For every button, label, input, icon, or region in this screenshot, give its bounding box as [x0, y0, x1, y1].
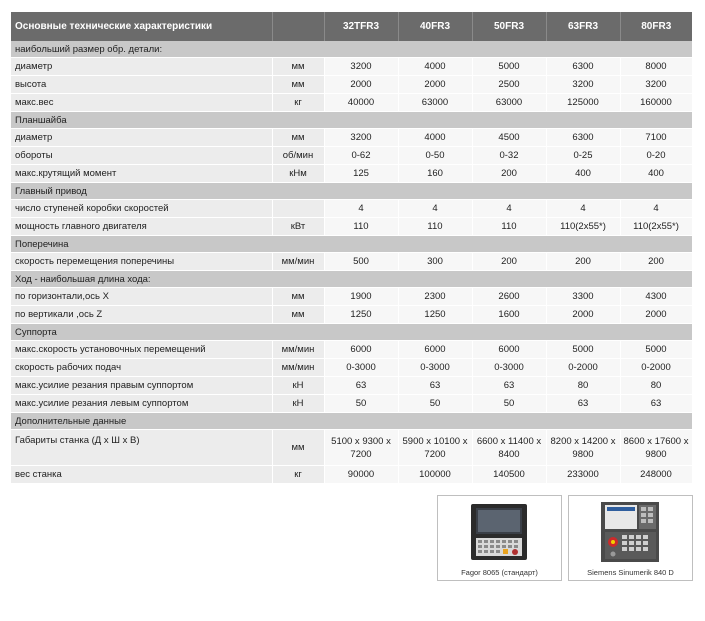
- value-cell: 0-25: [546, 147, 620, 165]
- section-title: Планшайба: [11, 112, 692, 129]
- section-title: наибольший размер обр. детали:: [11, 41, 692, 58]
- value-cell: 50: [398, 395, 472, 413]
- row-unit: кг: [272, 466, 324, 484]
- value-cell: 0-2000: [546, 359, 620, 377]
- table-row: [11, 430, 692, 466]
- table-row: [11, 200, 692, 218]
- value-cell: 160000: [620, 94, 692, 112]
- value-cell: 200: [472, 165, 546, 183]
- value-cell: 3200: [546, 76, 620, 94]
- value-cell: 63: [546, 395, 620, 413]
- value-cell: 110: [398, 218, 472, 236]
- row-label: Габариты станка (Д x Ш x В): [11, 430, 272, 466]
- row-unit: кг: [272, 94, 324, 112]
- value-cell: 5000: [620, 341, 692, 359]
- row-unit: [272, 200, 324, 218]
- table-row: [11, 395, 692, 413]
- value-cell: 0-3000: [472, 359, 546, 377]
- value-cell: 0-32: [472, 147, 546, 165]
- control-options: [437, 495, 694, 581]
- value-cell: 6300: [546, 129, 620, 147]
- value-cell: 140500: [472, 466, 546, 484]
- section-header: [11, 236, 692, 253]
- value-cell: 5900 x 10100 x 7200: [398, 430, 472, 466]
- section-header: [11, 112, 692, 129]
- row-label: макс.усилие резания правым суппортом: [11, 377, 272, 395]
- value-cell: 4: [398, 200, 472, 218]
- value-cell: 1250: [324, 306, 398, 324]
- value-cell: 4500: [472, 129, 546, 147]
- table-row: [11, 129, 692, 147]
- row-label: макс.вес: [11, 94, 272, 112]
- row-unit: мм: [272, 76, 324, 94]
- table-row: [11, 466, 692, 484]
- value-cell: 200: [620, 253, 692, 271]
- row-unit: мм: [272, 288, 324, 306]
- fagor-control-photo: [437, 495, 562, 581]
- value-cell: 4300: [620, 288, 692, 306]
- row-label: обороты: [11, 147, 272, 165]
- value-cell: 110(2х55*): [546, 218, 620, 236]
- value-cell: 4000: [398, 129, 472, 147]
- value-cell: 160: [398, 165, 472, 183]
- row-unit: мм/мин: [272, 253, 324, 271]
- cnc-panel-icon: [569, 496, 692, 566]
- value-cell: 2600: [472, 288, 546, 306]
- value-cell: 5100 x 9300 x 7200: [324, 430, 398, 466]
- row-label: скорость перемещения поперечины: [11, 253, 272, 271]
- row-unit: об/мин: [272, 147, 324, 165]
- model-header: 80FR3: [620, 12, 692, 41]
- value-cell: 2000: [398, 76, 472, 94]
- row-label: число ступеней коробки скоростей: [11, 200, 272, 218]
- value-cell: 3200: [324, 58, 398, 76]
- section-header: [11, 183, 692, 200]
- value-cell: 400: [546, 165, 620, 183]
- section-header: [11, 413, 692, 430]
- value-cell: 0-2000: [620, 359, 692, 377]
- value-cell: 0-3000: [398, 359, 472, 377]
- value-cell: 110(2х55*): [620, 218, 692, 236]
- value-cell: 90000: [324, 466, 398, 484]
- row-unit: кН: [272, 377, 324, 395]
- specs-table: [11, 12, 693, 484]
- value-cell: 6000: [472, 341, 546, 359]
- table-row: [11, 288, 692, 306]
- row-label: скорость рабочих подач: [11, 359, 272, 377]
- value-cell: 125000: [546, 94, 620, 112]
- value-cell: 7100: [620, 129, 692, 147]
- row-label: вес станка: [11, 466, 272, 484]
- photo-caption: Fagor 8065 (стандарт): [461, 568, 538, 577]
- model-header: 32TFR3: [324, 12, 398, 41]
- table-row: [11, 147, 692, 165]
- value-cell: 300: [398, 253, 472, 271]
- row-unit: мм/мин: [272, 341, 324, 359]
- value-cell: 3200: [324, 129, 398, 147]
- table-header: [11, 12, 692, 41]
- value-cell: 2300: [398, 288, 472, 306]
- row-label: макс.усилие резания левым суппортом: [11, 395, 272, 413]
- row-unit: кН: [272, 395, 324, 413]
- photo-caption: Siemens Sinumerik 840 D: [587, 568, 674, 577]
- section-title: Поперечина: [11, 236, 692, 253]
- cnc-panel-icon: [438, 496, 561, 566]
- value-cell: 4000: [398, 58, 472, 76]
- value-cell: 50: [324, 395, 398, 413]
- row-label: диаметр: [11, 58, 272, 76]
- model-header: 63FR3: [546, 12, 620, 41]
- table-row: [11, 253, 692, 271]
- row-label: макс.скорость установочных перемещений: [11, 341, 272, 359]
- value-cell: 6600 x 11400 x 8400: [472, 430, 546, 466]
- table-row: [11, 76, 692, 94]
- row-label: макс.крутящий момент: [11, 165, 272, 183]
- value-cell: 5000: [546, 341, 620, 359]
- row-label: высота: [11, 76, 272, 94]
- value-cell: 80: [620, 377, 692, 395]
- row-unit: мм: [272, 129, 324, 147]
- section-title: Главный привод: [11, 183, 692, 200]
- value-cell: 0-20: [620, 147, 692, 165]
- value-cell: 0-3000: [324, 359, 398, 377]
- row-unit: мм: [272, 58, 324, 76]
- section-title: Дополнительные данные: [11, 413, 692, 430]
- section-title: Суппорта: [11, 324, 692, 341]
- value-cell: 1250: [398, 306, 472, 324]
- value-cell: 2000: [324, 76, 398, 94]
- table-row: [11, 306, 692, 324]
- value-cell: 63: [620, 395, 692, 413]
- section-header: [11, 271, 692, 288]
- value-cell: 4: [324, 200, 398, 218]
- value-cell: 400: [620, 165, 692, 183]
- unit-header: [272, 12, 324, 41]
- table-row: [11, 377, 692, 395]
- table-row: [11, 58, 692, 76]
- row-unit: кВт: [272, 218, 324, 236]
- value-cell: 125: [324, 165, 398, 183]
- row-unit: мм: [272, 430, 324, 466]
- table-row: [11, 94, 692, 112]
- row-unit: кНм: [272, 165, 324, 183]
- table-row: [11, 165, 692, 183]
- value-cell: 3200: [620, 76, 692, 94]
- value-cell: 1600: [472, 306, 546, 324]
- value-cell: 6000: [398, 341, 472, 359]
- value-cell: 63: [324, 377, 398, 395]
- table-row: [11, 359, 692, 377]
- value-cell: 200: [472, 253, 546, 271]
- section-header: [11, 41, 692, 58]
- value-cell: 233000: [546, 466, 620, 484]
- value-cell: 63: [472, 377, 546, 395]
- value-cell: 1900: [324, 288, 398, 306]
- value-cell: 63000: [472, 94, 546, 112]
- value-cell: 4: [472, 200, 546, 218]
- value-cell: 500: [324, 253, 398, 271]
- value-cell: 63000: [398, 94, 472, 112]
- value-cell: 0-50: [398, 147, 472, 165]
- row-label: диаметр: [11, 129, 272, 147]
- section-title: Ход - наибольшая длина хода:: [11, 271, 692, 288]
- row-label: по горизонтали,ось X: [11, 288, 272, 306]
- value-cell: 8600 x 17600 x 9800: [620, 430, 692, 466]
- value-cell: 3300: [546, 288, 620, 306]
- row-unit: мм: [272, 306, 324, 324]
- value-cell: 63: [398, 377, 472, 395]
- table-title: Основные технические характеристики: [11, 12, 272, 41]
- model-header: 40FR3: [398, 12, 472, 41]
- value-cell: 40000: [324, 94, 398, 112]
- value-cell: 5000: [472, 58, 546, 76]
- value-cell: 6000: [324, 341, 398, 359]
- value-cell: 50: [472, 395, 546, 413]
- value-cell: 2000: [546, 306, 620, 324]
- section-header: [11, 324, 692, 341]
- siemens-control-photo: [568, 495, 693, 581]
- table-row: [11, 218, 692, 236]
- value-cell: 2500: [472, 76, 546, 94]
- value-cell: 80: [546, 377, 620, 395]
- model-header: 50FR3: [472, 12, 546, 41]
- value-cell: 100000: [398, 466, 472, 484]
- row-label: по вертикали ,ось Z: [11, 306, 272, 324]
- value-cell: 8000: [620, 58, 692, 76]
- value-cell: 2000: [620, 306, 692, 324]
- value-cell: 0-62: [324, 147, 398, 165]
- row-label: мощность главного двигателя: [11, 218, 272, 236]
- value-cell: 8200 x 14200 x 9800: [546, 430, 620, 466]
- value-cell: 200: [546, 253, 620, 271]
- value-cell: 4: [546, 200, 620, 218]
- value-cell: 6300: [546, 58, 620, 76]
- value-cell: 110: [472, 218, 546, 236]
- table-row: [11, 341, 692, 359]
- value-cell: 110: [324, 218, 398, 236]
- value-cell: 248000: [620, 466, 692, 484]
- row-unit: мм/мин: [272, 359, 324, 377]
- value-cell: 4: [620, 200, 692, 218]
